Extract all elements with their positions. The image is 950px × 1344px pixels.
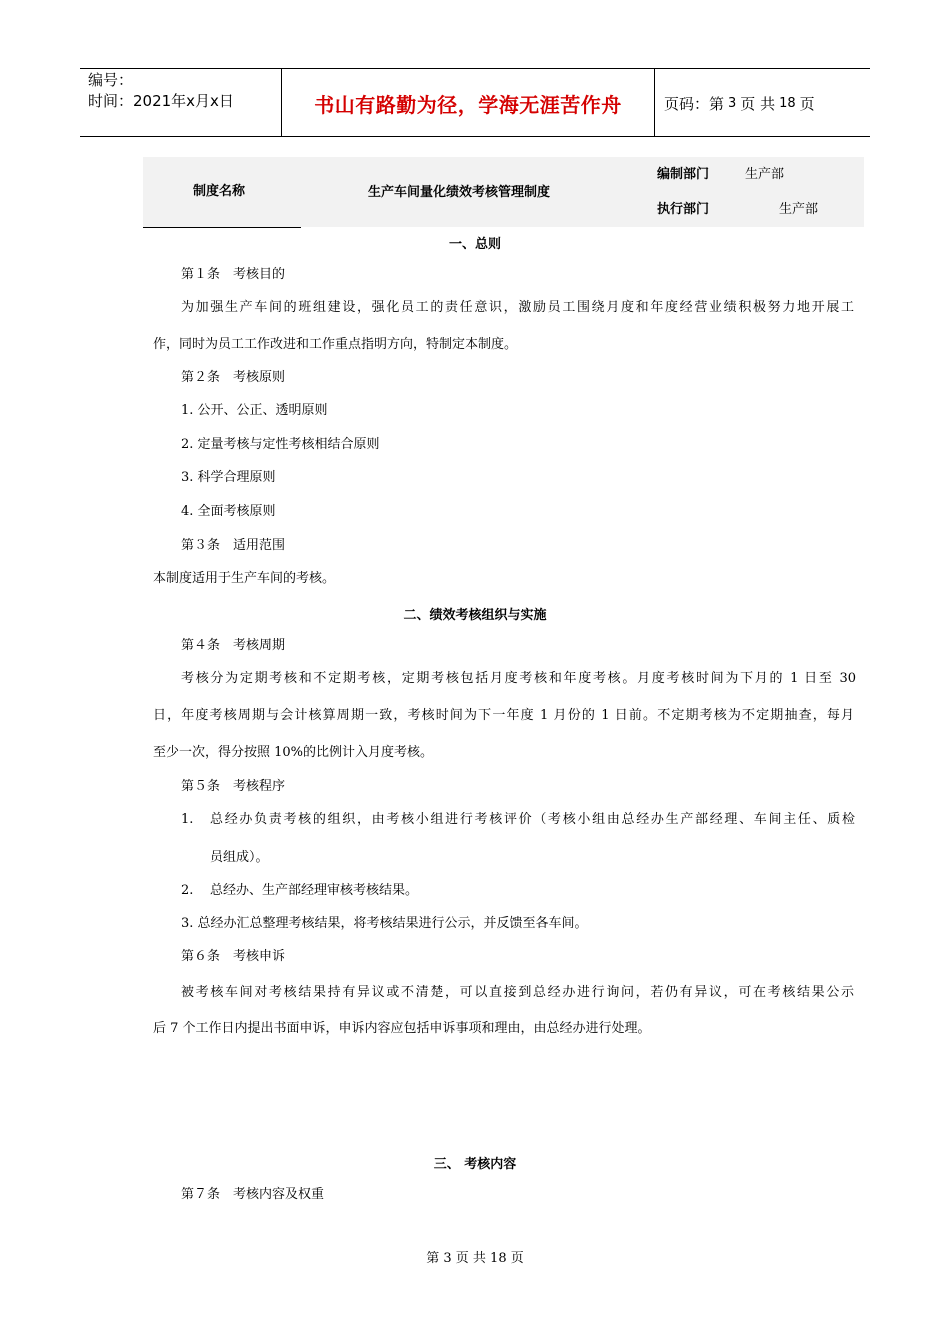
list-item: 总经办负责考核的组织，由考核小组进行考核评价（考核小组由总经办生产部经理、车间主任、质检	[210, 812, 855, 827]
list-item-continued: 员组成）。	[210, 850, 269, 865]
exec-dept-label: 执行部门	[657, 202, 710, 217]
paragraph-line: 被考核车间对考核结果持有异议或不清楚，可以直接到总经办进行询问，若仍有异议，可在考核结果公示	[181, 985, 854, 1000]
section-title-organization: 二、绩效考核组织与实施	[403, 608, 547, 623]
article-title: 第２条 考核原则	[181, 370, 286, 385]
article-title: 第４条 考核周期	[181, 638, 286, 653]
header-bottom-border	[80, 136, 870, 137]
list-item-number: 1.	[181, 812, 194, 827]
section-title-content: 三、 考核内容	[433, 1157, 517, 1172]
header-motto: 书山有路勤为径，学海无涯苦作舟	[314, 92, 622, 117]
regulation-name-label: 制度名称	[193, 184, 246, 199]
exec-dept-value: 生产部	[779, 202, 819, 217]
article-title: 第７条 考核内容及权重	[181, 1187, 325, 1202]
info-table-underline	[143, 227, 301, 228]
article-title: 第５条 考核程序	[181, 779, 286, 794]
number-label: 编号：	[88, 71, 134, 89]
article-title: 第１条 考核目的	[181, 267, 286, 282]
page-footer: 第 3 页 共 18 页	[426, 1251, 524, 1266]
article-title: 第６条 考核申诉	[181, 949, 286, 964]
header-top-border	[80, 68, 870, 69]
header-meta	[88, 70, 234, 112]
article-title: 第３条 适用范围	[181, 538, 286, 553]
page-current: 3	[728, 95, 737, 111]
dept-label: 编制部门	[657, 167, 710, 182]
regulation-name-value: 生产车间量化绩效考核管理制度	[368, 185, 551, 200]
list-item: 2. 定量考核与定性考核相结合原则	[181, 437, 380, 452]
list-item: 总经办、生产部经理审核考核结果。	[210, 883, 419, 898]
page-prefix: 页码：第	[664, 94, 725, 113]
page-total: 18	[779, 95, 796, 111]
paragraph-line: 本制度适用于生产车间的考核。	[153, 571, 336, 586]
time-label: 时间：2021年x月x日	[88, 92, 234, 110]
paragraph-line: 作，同时为员工工作改进和工作重点指明方向，特制定本制度。	[153, 337, 518, 352]
paragraph-line: 考核分为定期考核和不定期考核，定期考核包括月度考核和年度考核。月度考核时间为下月的 1 日至 30	[181, 671, 856, 686]
paragraph-line: 日，年度考核周期与会计核算周期一致，考核时间为下一年度 1 月份的 1 日前。不定期考核为不定期抽查，每月	[153, 708, 854, 723]
paragraph-line: 后 7 个工作日内提出书面申诉，申诉内容应包括申诉事项和理由，由总经办进行处理。	[153, 1021, 651, 1036]
list-item: 3. 科学合理原则	[181, 470, 276, 485]
header-divider-right	[654, 68, 655, 136]
list-item: 1. 公开、公正、透明原则	[181, 403, 328, 418]
dept-value: 生产部	[745, 167, 785, 182]
header-page-info	[664, 70, 815, 136]
paragraph-line: 至少一次，得分按照 10%的比例计入月度考核。	[153, 745, 434, 760]
list-item: 4. 全面考核原则	[181, 504, 276, 519]
paragraph-line: 为加强生产车间的班组建设，强化员工的责任意识，激励员工围绕月度和年度经营业绩积极努力地开展工	[181, 300, 854, 315]
section-title-general: 一、总则	[448, 237, 501, 252]
page-mid: 页 共	[740, 94, 776, 113]
page-suffix: 页	[799, 94, 815, 113]
list-item-number: 2.	[181, 883, 194, 898]
list-item: 3. 总经办汇总整理考核结果，将考核结果进行公示，并反馈至各车间。	[181, 916, 588, 931]
